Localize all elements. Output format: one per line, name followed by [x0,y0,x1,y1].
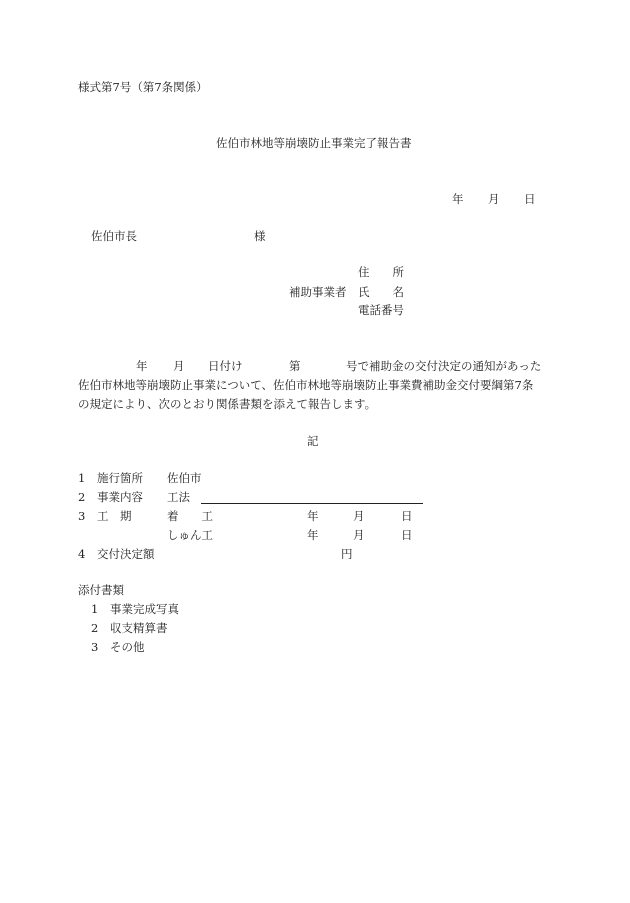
end-day: 日 [401,528,413,542]
item-value: 佐伯市 [167,471,202,485]
date-month: 月 [488,192,500,206]
start-label: 着 工 [167,509,213,523]
attachment-item: その他 [110,640,145,654]
item-number: 4 [78,547,86,561]
item-value: 工法 [167,490,190,504]
body-line3: の規定により、次のとおり関係書類を添えて報告します。 [78,397,377,411]
form-number: 様式第7号（第7条関係） [78,80,208,94]
document-title: 佐伯市林地等崩壊防止事業完了報告書 [216,136,412,150]
start-month: 月 [353,509,365,523]
body-dated: 日付け [208,359,243,373]
end-label: しゅん工 [167,528,213,542]
amount-unit: 円 [341,547,353,561]
end-month: 月 [353,528,365,542]
attachment-item: 収支精算書 [110,621,168,635]
method-underline [201,503,423,504]
end-year: 年 [307,528,319,542]
name-label: 氏 名 [358,285,404,299]
ki-heading: 記 [307,434,319,448]
attachment-number: 3 [91,640,99,654]
date-year: 年 [452,192,464,206]
applicant-label: 補助事業者 [289,285,347,299]
addressee-honorific: 様 [254,229,266,243]
body-line1-rest: 号で補助金の交付決定の通知があった [346,359,542,373]
item-number: 1 [78,471,86,485]
item-label: 交付決定額 [97,547,155,561]
body-dai: 第 [289,359,301,373]
item-label: 工 期 [97,509,132,523]
start-year: 年 [307,509,319,523]
body-year: 年 [136,359,148,373]
start-day: 日 [401,509,413,523]
attachment-number: 2 [91,621,99,635]
item-number: 3 [78,509,86,523]
body-month: 月 [173,359,185,373]
attachments-heading: 添付書類 [78,583,124,597]
attachment-number: 1 [91,602,99,616]
body-line2: 佐伯市林地等崩壊防止事業について、佐伯市林地等崩壊防止事業費補助金交付要綱第7条 [78,378,534,392]
item-label: 施行箇所 [97,471,143,485]
addressee-name: 佐伯市長 [91,229,137,243]
attachment-item: 事業完成写真 [110,602,179,616]
address-label: 住 所 [358,265,404,279]
phone-label: 電話番号 [358,303,404,317]
item-label: 事業内容 [97,490,143,504]
date-day: 日 [524,192,536,206]
item-number: 2 [78,490,86,504]
